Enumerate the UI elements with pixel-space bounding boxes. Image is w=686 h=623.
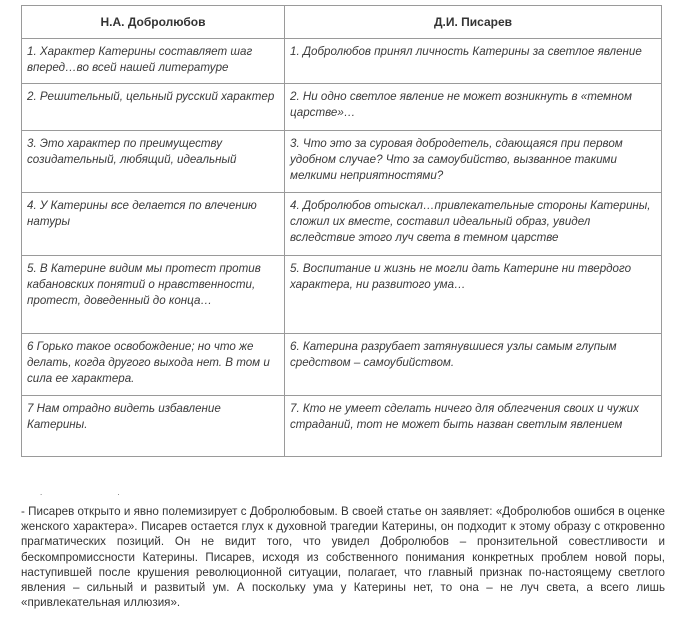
dobrolyubov-quote: 4. У Катерины все делается по влечению натуры <box>22 193 285 256</box>
commentary-paragraph: - Писарев открыто и явно полемизирует с Добролюбовым. В своей статье он заявляет: «Добролюбов ошибся в оценке женского характера». Писарев остается глух к духовной трагедии Катерины, он подходит к этому образу с откровенно прагматических позиций. Он не видит того, что увидел Добролюбов – пронзительной совестливости и бескомпромиссности Катерины. Писарев, исходя из собственного понимания конкретных проблем новой поры, наступившей после крушения революционной ситуации, полагает, что главный признак по-настоящему светлого явления – сильный и развитый ум. А поскольку ума у Катерины нет, то она – не луч света, а всего лишь «привлекательная иллюзия». <box>21 505 665 610</box>
pisarev-quote: 6. Катерина разрубает затянувшиеся узлы самым глупым средством – самоубийством. <box>285 334 662 396</box>
dobrolyubov-quote: 3. Это характер по преимуществу созидательный, любящий, идеальный <box>22 131 285 193</box>
table-row <box>22 84 662 131</box>
pisarev-quote: 4. Добролюбов отыскал…привлекательные стороны Катерины, сложил их вместе, составил идеальный образ, увидел вследствие этого луч света в темном царстве <box>285 193 662 256</box>
header-pisarev: Д.И. Писарев <box>285 6 662 39</box>
dobrolyubov-quote: 7 Нам отрадно видеть избавление Катерины. <box>22 396 285 457</box>
dobrolyubov-quote: 1. Характер Катерины составляет шаг вперед…во всей нашей литературе <box>22 39 285 84</box>
table-row <box>22 256 662 334</box>
table-row <box>22 334 662 396</box>
comparison-table <box>21 5 662 457</box>
table-row <box>22 193 662 256</box>
table-row <box>22 396 662 457</box>
dobrolyubov-quote: 2. Решительный, цельный русский характер <box>22 84 285 131</box>
pisarev-quote: 2. Ни одно светлое явление не может возникнуть в «темном царстве»… <box>285 84 662 131</box>
dot: . <box>117 488 121 497</box>
table-row <box>22 39 662 84</box>
dobrolyubov-quote: 5. В Катерине видим мы протест против кабановских понятий о нравственности, протест, доведенный до конца… <box>22 256 285 334</box>
pisarev-quote: 7. Кто не умеет сделать ничего для облегчения своих и чужих страданий, тот не может быть назван светлым явлением <box>285 396 662 457</box>
dot: . <box>40 488 44 497</box>
pisarev-quote: 1. Добролюбов принял личность Катерины за светлое явление <box>285 39 662 84</box>
separator-dots <box>40 488 194 497</box>
header-dobrolyubov: Н.А. Добролюбов <box>22 6 285 39</box>
pisarev-quote: 5. Воспитание и жизнь не могли дать Катерине ни твердого характера, ни развитого ума… <box>285 256 662 334</box>
table-header-row <box>22 6 662 39</box>
table-row <box>22 131 662 193</box>
pisarev-quote: 3. Что это за суровая добродетель, сдающаяся при первом удобном случае? Что за самоубийство, вызванное такими мелкими неприятностями? <box>285 131 662 193</box>
dobrolyubov-quote: 6 Горько такое освобождение; но что же делать, когда другого выхода нет. В том и сила ее характера. <box>22 334 285 396</box>
